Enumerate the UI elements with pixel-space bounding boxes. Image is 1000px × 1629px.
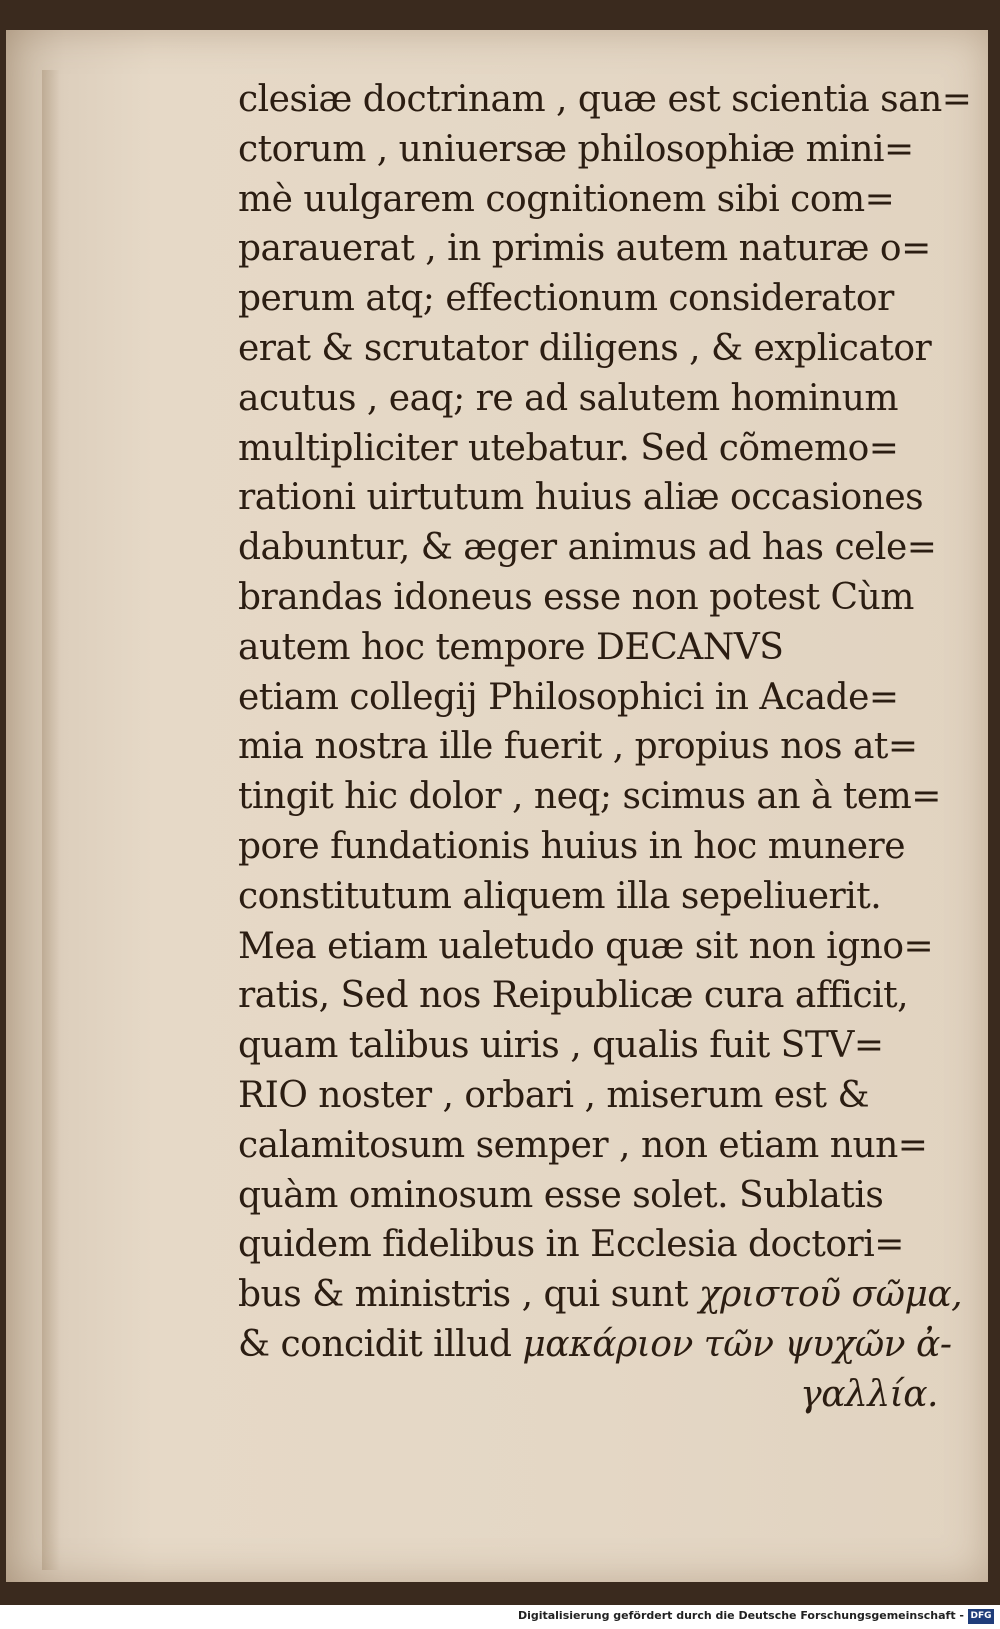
text-segment: bus & ministris , qui sunt bbox=[238, 1274, 688, 1316]
text-line: dabuntur, & æger animus ad has cele= bbox=[238, 527, 937, 569]
closing-line: γαλλία. bbox=[800, 1373, 938, 1415]
text-line: pore fundationis huius in hoc munere bbox=[238, 825, 906, 867]
page-fold-shadow bbox=[42, 70, 60, 1570]
text-line: mia nostra ille fuerit , propius nos at= bbox=[238, 726, 918, 768]
text-line: rationi uirtutum huius aliæ occasiones bbox=[238, 477, 924, 519]
text-line: quidem fidelibus in Ecclesia doctori= bbox=[238, 1224, 904, 1266]
text-line: quam talibus uiris , qualis fuit STV= bbox=[238, 1025, 884, 1067]
text-line-with-greek bbox=[238, 1270, 963, 1320]
funding-credit: Digitalisierung gefördert durch die Deutsche Forschungsgemeinschaft - bbox=[517, 1609, 964, 1622]
text-line: clesiæ doctrinam , quæ est scientia san= bbox=[238, 79, 972, 120]
text-line: Mea etiam ualetudo quæ sit non igno= bbox=[238, 925, 934, 967]
text-line: RIO noster , orbari , miserum est & bbox=[238, 1074, 870, 1116]
text-segment: & concidit illud bbox=[238, 1323, 512, 1365]
text-line: ratis, Sed nos Reipublicæ cura afficit, bbox=[238, 975, 909, 1017]
greek-phrase: μακάριον τῶν ψυχῶν ἀ- bbox=[522, 1323, 952, 1365]
text-line: parauerat , in primis autem naturæ o= bbox=[238, 228, 931, 270]
text-line: tingit hic dolor , neq; scimus an à tem= bbox=[238, 776, 941, 818]
dfg-logo: DFG bbox=[968, 1609, 994, 1624]
text-line: acutus , eaq; re ad salutem hominum bbox=[238, 377, 899, 419]
text-line: autem hoc tempore DECANVS bbox=[238, 626, 784, 668]
text-line: etiam collegij Philosophici in Acade= bbox=[238, 676, 899, 718]
body-text bbox=[238, 75, 972, 1420]
text-line: ctorum , uniuersæ philosophiæ mini= bbox=[238, 128, 914, 170]
text-line: constitutum aliquem illa sepeliuerit. bbox=[238, 875, 882, 917]
text-line: calamitosum semper , non etiam nun= bbox=[238, 1124, 928, 1166]
text-line: quàm ominosum esse solet. Sublatis bbox=[238, 1174, 884, 1216]
greek-phrase: χριστοῦ σῶμα, bbox=[698, 1274, 963, 1316]
text-line: erat & scrutator diligens , & explicator bbox=[238, 327, 932, 369]
footer-bar bbox=[0, 1605, 1000, 1629]
text-line-with-greek bbox=[238, 1320, 952, 1370]
text-line: multipliciter utebatur. Sed cõmemo= bbox=[238, 427, 899, 469]
text-line: brandas idoneus esse non potest Cùm bbox=[238, 576, 914, 618]
text-line: mè uulgarem cognitionem sibi com= bbox=[238, 178, 895, 220]
text-line: perum atq; effectionum considerator bbox=[238, 278, 894, 320]
